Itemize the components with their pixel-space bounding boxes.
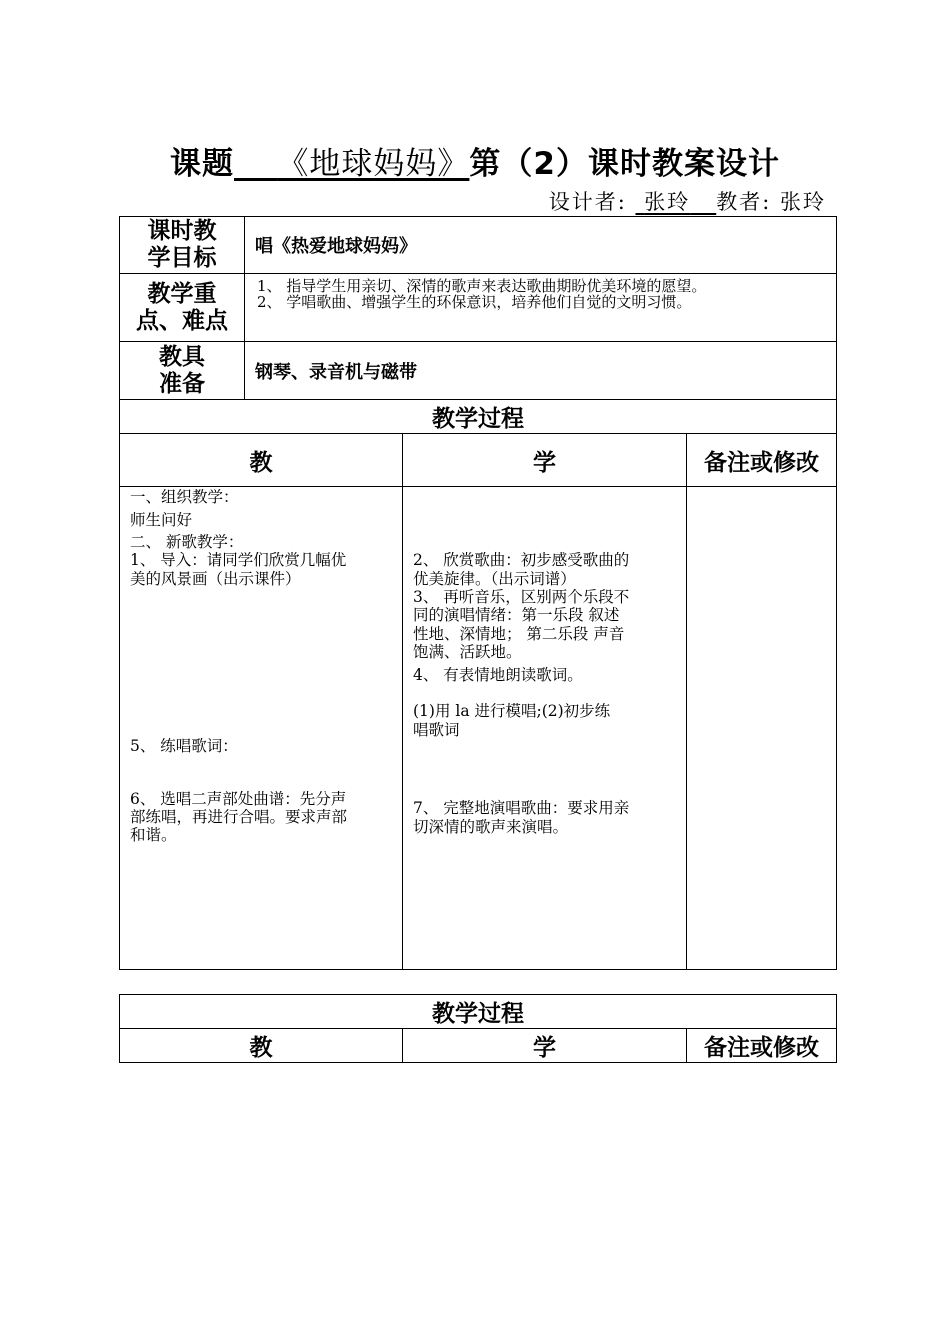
learn-line: 3、 再听音乐，区别两个乐段不 (413, 588, 630, 606)
info-table (119, 216, 837, 400)
process2-column-row (120, 1029, 837, 1063)
process-table-2 (119, 994, 837, 1063)
goal-label-line1: 课时教 (147, 218, 217, 244)
title-prefix: 课题 (170, 146, 234, 182)
process-table (119, 399, 837, 970)
teacher-label: 教者: 张玲 (716, 190, 826, 214)
designer-name: 张玲 (644, 190, 691, 214)
author-line (0, 186, 826, 216)
teach-cell (120, 487, 403, 970)
goal-value: 唱《热爱地球妈妈》 (245, 217, 837, 274)
lesson-topic: 《地球妈妈》 (277, 146, 470, 182)
learn-line: 7、 完整地演唱歌曲：要求用亲 (413, 799, 630, 817)
teach-line: 二、 新歌教学： (130, 533, 244, 551)
process2-heading-row (120, 995, 837, 1029)
column2-learn: 学 (403, 1029, 687, 1063)
tools-label (120, 342, 245, 400)
column2-notes: 备注或修改 (687, 1029, 837, 1063)
key-point-1: 1、 指导学生用亲切、深情的歌声来表达歌曲期盼优美环境的愿望。 (257, 277, 707, 295)
learn-line: 2、 欣赏歌曲：初步感受歌曲的 (413, 551, 630, 569)
column2-teach: 教 (120, 1029, 403, 1063)
learn-line: 同的演唱情绪：第一乐段 叙述 (413, 606, 620, 624)
column-teach: 教 (120, 434, 403, 487)
notes-cell (687, 487, 837, 970)
key-row (120, 274, 837, 342)
teach-line: 美的风景画（出示课件） (130, 570, 301, 588)
key-label-line1: 教学重 (147, 280, 217, 307)
tools-label-line1: 教具 (159, 343, 205, 370)
teach-line: 师生问好 (130, 511, 193, 529)
key-label-line2: 点、难点 (136, 307, 228, 334)
teach-line: 和谐。 (130, 826, 177, 844)
learn-cell (403, 487, 687, 970)
title-suffix: 第（2）课时教案设计 (469, 146, 780, 182)
process-heading: 教学过程 (120, 400, 837, 434)
process-heading-row (120, 400, 837, 434)
teach-line: 1、 导入：请同学们欣赏几幅优 (130, 551, 347, 569)
column-learn: 学 (403, 434, 687, 487)
tools-row (120, 342, 837, 400)
learn-line: (1)用 la 进行模唱;(2)初步练 (413, 702, 611, 720)
learn-line: 性地、深情地； 第二乐段 声音 (413, 625, 625, 643)
teach-line: 5、 练唱歌词： (130, 737, 238, 755)
process2-heading: 教学过程 (120, 995, 837, 1029)
key-point-2: 2、 学唱歌曲、增强学生的环保意识，培养他们自觉的文明习惯。 (257, 293, 692, 311)
teach-line: 6、 选唱二声部处曲谱：先分声 (130, 790, 347, 808)
process-column-row (120, 434, 837, 487)
learn-line: 切深情的歌声来演唱。 (413, 818, 569, 836)
goal-row (120, 217, 837, 274)
learn-line: 饱满、活跃地。 (413, 643, 522, 661)
teach-line: 部练唱，再进行合唱。要求声部 (130, 808, 348, 826)
learn-line: 唱歌词 (413, 721, 460, 739)
key-label (120, 274, 245, 342)
lesson-title (0, 138, 950, 183)
tools-value: 钢琴、录音机与磁带 (245, 342, 837, 400)
goal-label (120, 217, 245, 274)
process-body-row (120, 487, 837, 970)
learn-line: 优美旋律。（出示词谱） (413, 570, 576, 588)
tools-label-line2: 准备 (159, 370, 205, 397)
designer-label: 设计者: (548, 190, 627, 214)
column-notes: 备注或修改 (687, 434, 837, 487)
goal-label-line2: 学目标 (147, 245, 217, 271)
teach-line: 一、组织教学： (130, 488, 239, 506)
key-points (245, 274, 837, 342)
learn-line: 4、 有表情地朗读歌词。 (413, 666, 583, 684)
